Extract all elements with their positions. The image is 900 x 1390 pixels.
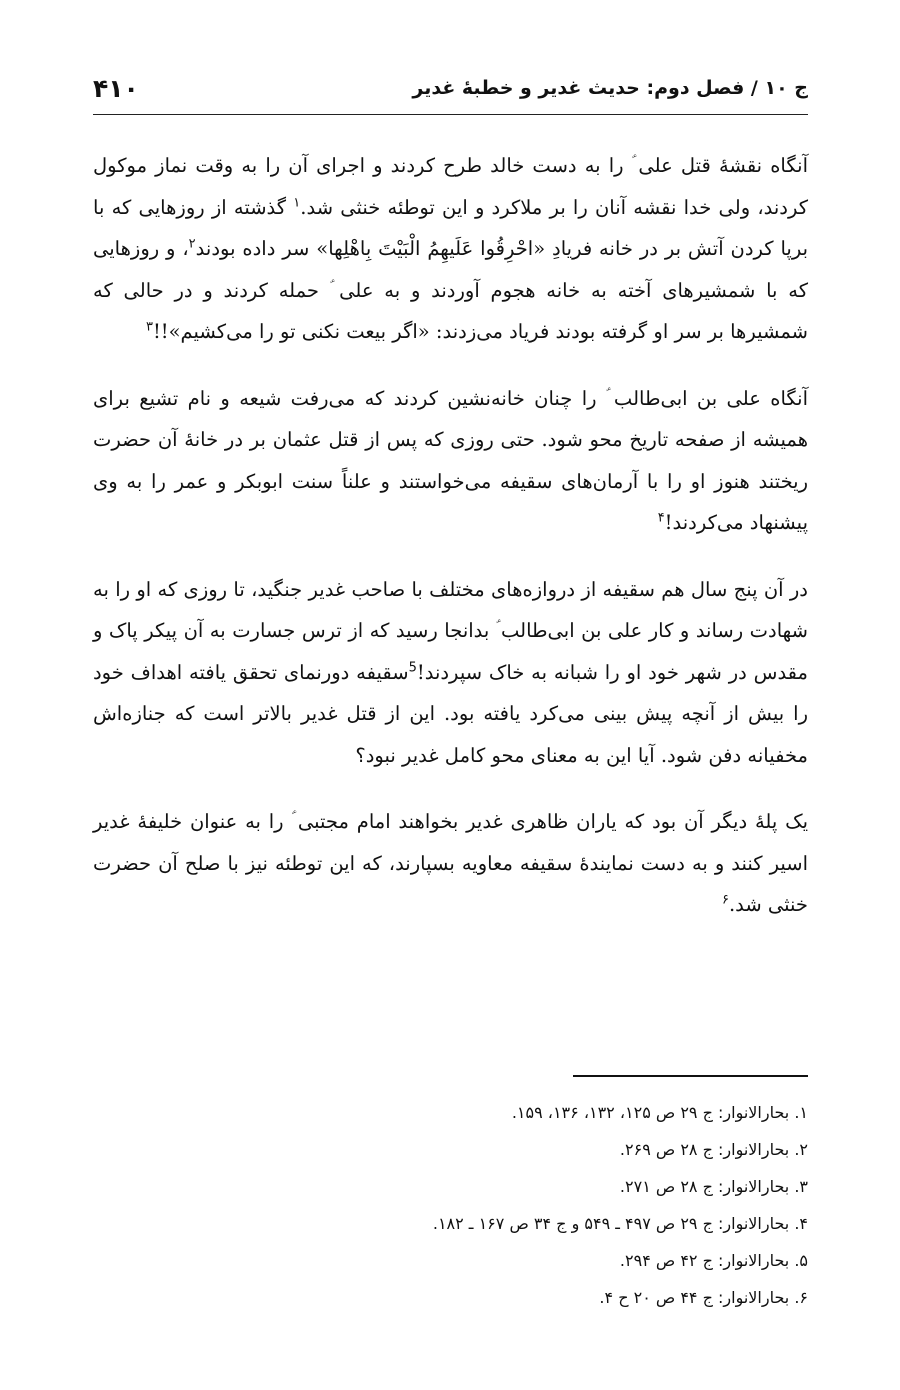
footnote-ref-2[interactable]: ۲ [188, 236, 196, 252]
page-number: ۴۱۰ [93, 73, 139, 103]
footnote-divider [573, 1075, 808, 1077]
paragraph-1-text-3: ، و روزهایی که با شمشیرهای آخته به خانه هجوم آوردند و به علی ؑ حمله کردند و در حالی که شمشیرها بر سر او گرفته بودند فریاد می‌زدند: «اگر بیعت نکنی تو را می‌کشیم»!! [93, 237, 808, 343]
footnote-ref-4[interactable]: ۴ [657, 510, 665, 526]
running-head: ج ۱۰ / فصل دوم: حدیث غدیر و خطبهٔ غدیر [412, 77, 808, 99]
paragraph-1-text-2: گذشته از روزهایی که با برپا کردن آتش بر در خانه فریادِ «احْرِقُوا عَلَیهِمُ الْبَیْتَ بِاهْلِها» سر داده بودند [93, 195, 809, 260]
footnote-ref-1[interactable]: ۱ [293, 195, 301, 210]
paragraph-2 [93, 378, 808, 544]
footnote-6: ۶. بحارالانوار: ج ۴۴ ص ۲۰ ح ۴. [599, 1288, 808, 1307]
paragraph-3-text-2: سقیفه دورنمای تحقق یافته اهداف خود را بیش از آنچه پیش بینی می‌کرد یافته بود. این از قتل غدیر بالاتر است که جنازه‌اش مخفیانه دفن شود. آیا این به معنای محو کامل غدیر نبود؟ [93, 660, 808, 767]
footnote-ref-5[interactable]: 5 [408, 660, 417, 675]
paragraph-3 [93, 569, 808, 777]
footnote-4: ۴. بحارالانوار: ج ۲۹ ص ۴۹۷ ـ ۵۴۹ و ج ۳۴ ص ۱۶۷ ـ ۱۸۲. [432, 1214, 808, 1233]
footnote-3: ۳. بحارالانوار: ج ۲۸ ص ۲۷۱. [619, 1177, 808, 1196]
paragraph-3-text: در آن پنج سال هم سقیفه از دروازه‌های مختلف با صاحب غدیر جنگید، تا روزی که او را به شهادت رساند و کار علی بن ابی‌طالب ؑ بدانجا رسید که از ترس جسارت به آن پیکر پاک و مقدس در شهر خود او را شبانه به خاک سپردند! [93, 577, 808, 684]
body-text [93, 145, 808, 926]
paragraph-1-text: آنگاه نقشهٔ قتل علی ؑ را به دست خالد طرح کردند و اجرای آن را به وقت نماز موکول کردند، ولی خدا نقشه آنان را بر ملاکرد و این توطئه خنثی شد. [93, 154, 808, 219]
paragraph-4-text: یک پلهٔ دیگر آن بود که یاران ظاهری غدیر بخواهند امام مجتبی ؑ را به عنوان خلیفهٔ غدیر اسیر کنند و به دست نمایندهٔ سقیفه معاویه بسپارند، که این توطئه نیز با صلح آن حضرت خنثی شد. [93, 810, 808, 916]
paragraph-2-text: آنگاه علی بن ابی‌طالب ؑ را چنان خانه‌نشین کردند که می‌رفت شیعه و نام تشیع برای همیشه از صفحه تاریخ محو شود. حتی روزی که پس از قتل عثمان بر در خانهٔ آن حضرت ریختند هنوز او را با آرمان‌های سقیفه می‌خواستند و علناً سنت ابوبکر و عمر را به وی پیشنهاد می‌کردند! [93, 386, 808, 534]
paragraph-4 [93, 801, 808, 926]
footnote-ref-6[interactable]: ۶ [721, 892, 729, 908]
footnote-5: ۵. بحارالانوار: ج ۴۲ ص ۲۹۴. [619, 1251, 808, 1270]
footnote-1: ۱. بحارالانوار: ج ۲۹ ص ۱۲۵، ۱۳۲، ۱۳۶، ۱۵۹. [511, 1103, 808, 1122]
footnote-ref-3[interactable]: ۳ [145, 319, 153, 335]
book-page [93, 62, 808, 1362]
footnotes-list [93, 1094, 808, 1316]
footnote-2: ۲. بحارالانوار: ج ۲۸ ص ۲۶۹. [619, 1140, 808, 1159]
page-header [93, 62, 808, 115]
paragraph-1 [93, 145, 808, 353]
